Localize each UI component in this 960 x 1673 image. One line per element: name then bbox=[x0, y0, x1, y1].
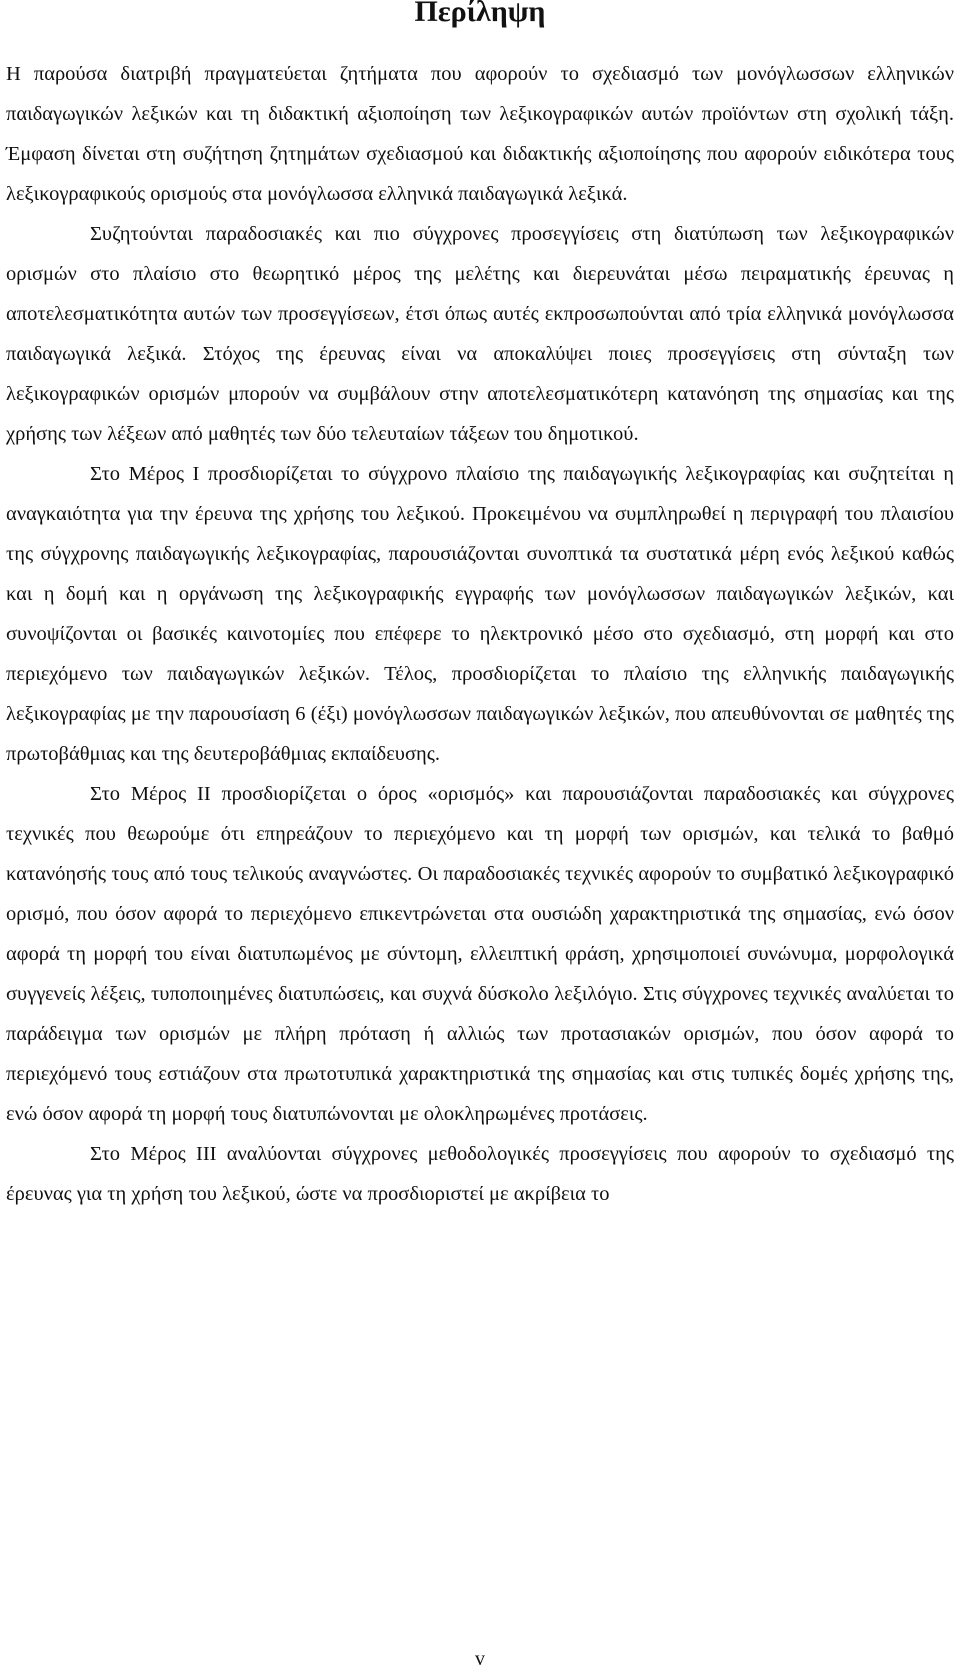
paragraph-1: Η παρούσα διατριβή πραγματεύεται ζητήματα που αφορούν το σχεδιασμό των μονόγλωσσων ελληνικών παιδαγωγικών λεξικών και τη διδακτική αξιοποίηση των λεξικογραφικών αυτών προϊόντων στη σχολική τάξη. Έμφαση δίνεται στη συζήτηση ζητημάτων σχεδιασμού και διδακτικής αξιοποίησης που αφορούν ειδικότερα τους λεξικογραφικούς ορισμούς στα μονόγλωσσα ελληνικά παιδαγωγικά λεξικά. bbox=[6, 63, 954, 205]
page-number: v bbox=[475, 1648, 485, 1670]
paragraph-2: Συζητούνται παραδοσιακές και πιο σύγχρονες προσεγγίσεις στη διατύπωση των λεξικογραφικών ορισμών στο πλαίσιο στο θεωρητικό μέρος της μελέτης και διερευνάται μέσω πειραματικής έρευνας η αποτελεσματικότητα αυτών των προσεγγίσεων, έτσι όπως αυτές εκπροσωπούνται από τρία ελληνικά μονόγλωσσα παιδαγωγικά λεξικά. Στόχος της έρευνας είναι να αποκαλύψει ποιες προσεγγίσεις στη σύνταξη των λεξικογραφικών ορισμών μπορούν να συμβάλουν στην αποτελεσματικότερη κατανόηση της σημασίας και της χρήσης των λέξεων από μαθητές των δύο τελευταίων τάξεων του δημοτικού. bbox=[6, 223, 954, 445]
paragraph-5: Στο Μέρος ΙΙΙ αναλύονται σύγχρονες μεθοδολογικές προσεγγίσεις που αφορούν το σχεδιασμό της έρευνας για τη χρήση του λεξικού, ώστε να προσδιοριστεί με ακρίβεια το bbox=[6, 1143, 954, 1205]
paragraph-4: Στο Μέρος ΙΙ προσδιορίζεται ο όρος «ορισμός» και παρουσιάζονται παραδοσιακές και σύγχρονες τεχνικές που θεωρούμε ότι επηρεάζουν το περιεχόμενο και τη μορφή των ορισμών, και τελικά το βαθμό κατανόησής τους από τους τελικούς αναγνώστες. Οι παραδοσιακές τεχνικές αφορούν το συμβατικό λεξικογραφικό ορισμό, που όσον αφορά το περιεχόμενο επικεντρώνεται στα ουσιώδη χαρακτηριστικά της σημασίας, ενώ όσον αφορά τη μορφή του είναι διατυπωμένος με σύντομη, ελλειπτική φράση, χρησιμοποιεί συνώνυμα, μορφολογικά συγγενείς λέξεις, τυποποιημένες διατυπώσεις, και συχνά δύσκολο λεξιλόγιο. Στις σύγχρονες τεχνικές αναλύεται το παράδειγμα των ορισμών με πλήρη πρόταση ή αλλιώς των προτασιακών ορισμών, που όσον αφορά το περιεχόμενό τους εστιάζουν στα πρωτοτυπικά χαρακτηριστικά της σημασίας και στις τυπικές δομές χρήσης της, ενώ όσον αφορά τη μορφή τους διατυπώνονται με ολοκληρωμένες προτάσεις. bbox=[6, 783, 954, 1125]
document-body bbox=[6, 54, 954, 1214]
paragraph-3: Στο Μέρος Ι προσδιορίζεται το σύγχρονο πλαίσιο της παιδαγωγικής λεξικογραφίας και συζητείται η αναγκαιότητα για την έρευνα της χρήσης του λεξικού. Προκειμένου να συμπληρωθεί η περιγραφή του πλαισίου της σύγχρονης παιδαγωγικής λεξικογραφίας, παρουσιάζονται συνοπτικά τα συστατικά μέρη ενός λεξικού καθώς και η δομή και η οργάνωση της λεξικογραφικής εγγραφής των μονόγλωσσων παιδαγωγικών λεξικών, και συνοψίζονται οι βασικές καινοτομίες που επέφερε το ηλεκτρονικό μέσο στο σχεδιασμό, στη μορφή και στο περιεχόμενο των παιδαγωγικών λεξικών. Τέλος, προσδιορίζεται το πλαίσιο της ελληνικής παιδαγωγικής λεξικογραφίας με την παρουσίαση 6 (έξι) μονόγλωσσων παιδαγωγικών λεξικών, που απευθύνονται σε μαθητές της πρωτοβάθμιας και της δευτεροβάθμιας εκπαίδευσης. bbox=[6, 463, 954, 765]
page-title: Περίληψη bbox=[414, 0, 546, 28]
